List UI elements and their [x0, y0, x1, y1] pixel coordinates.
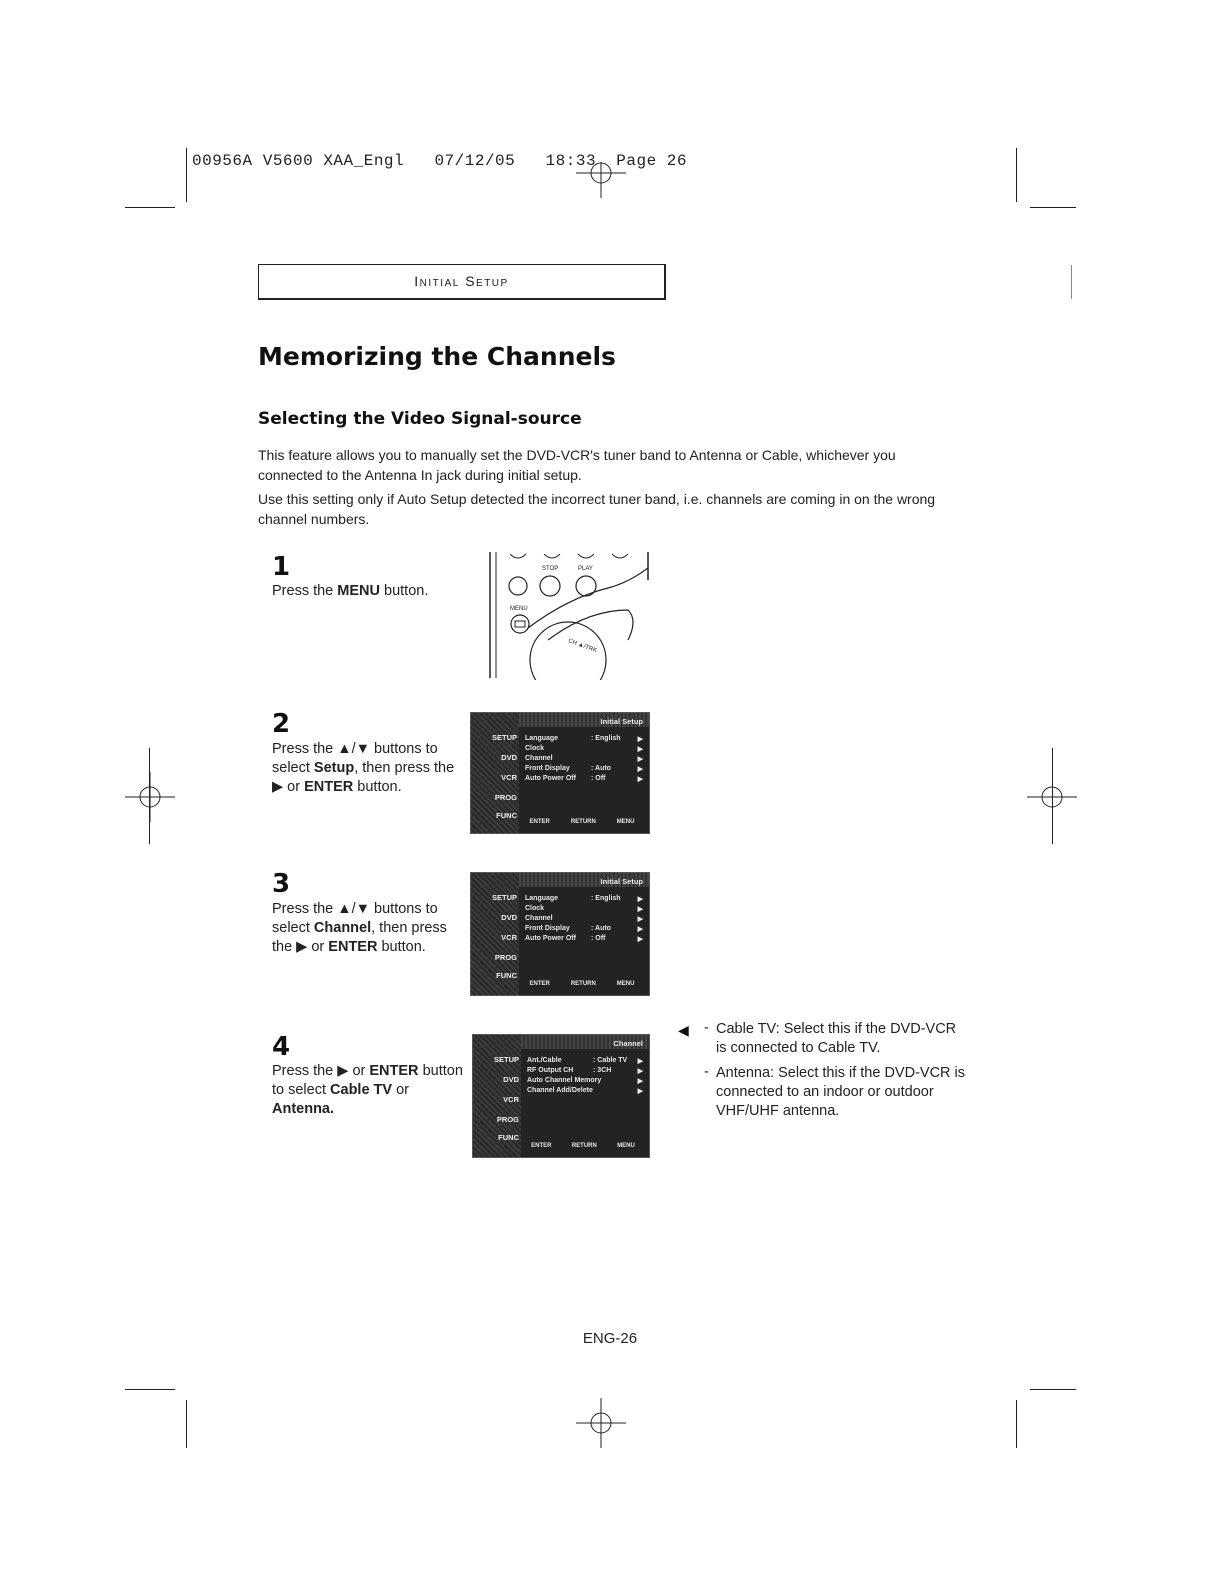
step-text: button.: [379, 583, 429, 599]
crop-mark: [1030, 1389, 1076, 1390]
osd-screen-setup: [470, 712, 650, 834]
osd-row: [527, 1087, 643, 1097]
osd-row: [527, 1067, 643, 1077]
crop-mark: [1052, 748, 1053, 844]
osd-menu-func: FUNC: [496, 971, 517, 980]
osd-row: [525, 925, 643, 935]
osd-footer: [519, 819, 645, 829]
usage-paragraph: Use this setting only if Auto Setup detected the incorrect tuner band, i.e. channels are coming in on the wrong channel numbers.: [258, 491, 936, 527]
osd-row-label: RF Output CH: [527, 1067, 574, 1074]
print-header: 00956A V5600 XAA_Engl 07/12/05 18:33 Page 26: [192, 152, 687, 170]
page-number: ENG-26: [582, 1330, 638, 1347]
osd-footer-return: RETURN: [571, 1143, 597, 1149]
osd-menu-prog: PROG: [494, 793, 517, 802]
step-bold: ENTER: [328, 939, 378, 955]
arrow-right-icon: ▶: [637, 1078, 643, 1085]
step-text: button.: [353, 779, 402, 795]
crop-mark: [125, 1389, 175, 1390]
osd-screen-channel-menu: [472, 1034, 650, 1158]
crop-mark: [125, 207, 175, 208]
step-instruction: [272, 1062, 468, 1119]
arrow-right-icon: ▶: [637, 766, 643, 773]
note-cable-tv: Cable TV: Select this if the DVD-VCR is connected to Cable TV.: [716, 1021, 957, 1056]
step-number: 1: [272, 552, 291, 582]
step-bold: ENTER: [304, 779, 354, 795]
osd-footer-menu: MENU: [616, 981, 635, 987]
osd-menu-prog: PROG: [496, 1115, 519, 1124]
page-title: Memorizing the Channels: [258, 342, 616, 371]
osd-row-value: : Off: [591, 775, 606, 782]
step-bold: Channel: [313, 920, 372, 936]
osd-menu-dvd: DVD: [501, 753, 517, 762]
arrow-right-icon: ▶: [637, 736, 643, 743]
crop-mark: [149, 748, 150, 844]
step-number: 2: [272, 709, 291, 739]
section-label: Initial Setup: [414, 273, 509, 289]
osd-sidebar: [471, 713, 519, 833]
osd-screen-channel-select: [470, 872, 650, 996]
osd-row: [527, 1077, 643, 1087]
osd-menu-dvd: DVD: [503, 1075, 519, 1084]
osd-menu-setup: SETUP: [491, 893, 517, 902]
osd-footer-enter: ENTER: [529, 819, 550, 825]
osd-row: [525, 935, 643, 945]
note-arrow-icon: ◀: [678, 1022, 689, 1038]
osd-title: Channel: [613, 1039, 643, 1048]
arrow-right-icon: ▶: [637, 926, 643, 933]
osd-menu-setup: SETUP: [493, 1055, 519, 1064]
osd-menu-vcr: VCR: [501, 773, 517, 782]
osd-row-label: Front Display: [525, 765, 570, 772]
step-text: Press the ▶ or: [272, 1063, 370, 1079]
osd-row-label: Ant./Cable: [527, 1057, 562, 1064]
step-text: or: [392, 1082, 409, 1098]
osd-footer-menu: MENU: [616, 819, 635, 825]
remote-control-illustration: [488, 550, 658, 680]
osd-row-label: Auto Power Off: [525, 775, 576, 782]
menu-label: MENU: [510, 606, 528, 612]
osd-row: [525, 765, 643, 775]
osd-row-label: Front Display: [525, 925, 570, 932]
step-instruction: [272, 740, 468, 797]
crop-mark: [186, 1400, 187, 1448]
crop-mark: [1016, 1400, 1017, 1448]
step-text: , then press the ▶ or: [272, 920, 447, 955]
osd-row: [527, 1057, 643, 1067]
crop-mark: [1016, 148, 1017, 202]
osd-title: Initial Setup: [600, 877, 643, 886]
arrow-right-icon: ▶: [637, 896, 643, 903]
step-instruction: [272, 582, 472, 601]
osd-row-value: : Auto: [591, 925, 611, 932]
osd-footer: [519, 981, 645, 991]
rewind-button-icon: [509, 577, 527, 595]
osd-footer-enter: ENTER: [531, 1143, 552, 1149]
osd-row: [525, 775, 643, 785]
osd-row-value: : Auto: [591, 765, 611, 772]
osd-row-label: Language: [525, 895, 559, 902]
osd-row: [525, 755, 643, 765]
menu-button-icon: [511, 615, 529, 633]
registration-mark: [576, 1398, 626, 1448]
osd-row: [525, 915, 643, 925]
play-label: PLAY: [578, 566, 593, 572]
note-bullet: -: [704, 1064, 709, 1080]
arrow-right-icon: ▶: [637, 756, 643, 763]
osd-row: [525, 895, 643, 905]
step-bold: Setup: [313, 760, 355, 776]
arrow-right-icon: ▶: [637, 906, 643, 913]
osd-menu-prog: PROG: [494, 953, 517, 962]
osd-footer-return: RETURN: [570, 819, 596, 825]
osd-row-value: : English: [591, 735, 621, 742]
arrow-right-icon: ▶: [637, 1058, 643, 1065]
osd-menu-vcr: VCR: [503, 1095, 519, 1104]
step-text: Press the: [272, 583, 338, 599]
osd-row-value: : English: [591, 895, 621, 902]
step-text: Press the ▲/▼ buttons to select: [272, 741, 438, 776]
crop-mark: [1030, 207, 1076, 208]
osd-row-value: : Off: [591, 935, 606, 942]
step-bold: MENU: [337, 583, 380, 599]
arrow-right-icon: ▶: [637, 936, 643, 943]
step-text: Press the ▲/▼ buttons to select: [272, 901, 438, 936]
crop-mark: [1071, 265, 1072, 299]
osd-row: [525, 745, 643, 755]
osd-footer-menu: MENU: [617, 1143, 635, 1149]
osd-row-value: : 3CH: [593, 1067, 612, 1074]
osd-footer-return: RETURN: [570, 981, 596, 987]
osd-menu-setup: SETUP: [491, 733, 517, 742]
stop-label: STOP: [542, 566, 559, 572]
arrow-right-icon: ▶: [637, 776, 643, 783]
sub-title: Selecting the Video Signal-source: [258, 409, 582, 429]
osd-row: [525, 735, 643, 745]
osd-row-label: Channel: [525, 915, 553, 922]
osd-sidebar: [473, 1035, 521, 1157]
registration-mark: [125, 772, 175, 822]
step-bold: Antenna.: [272, 1101, 335, 1117]
step-number: 4: [272, 1032, 291, 1062]
note-bullet: -: [704, 1020, 709, 1036]
osd-row-label: Auto Power Off: [525, 935, 576, 942]
osd-row-label: Channel: [525, 755, 553, 762]
stop-button-icon: [540, 576, 560, 596]
step-instruction: [272, 900, 468, 957]
osd-menu-func: FUNC: [496, 811, 517, 820]
osd-row-label: Clock: [525, 745, 545, 752]
osd-row-value: : Cable TV: [593, 1057, 628, 1064]
arrow-right-icon: ▶: [637, 1068, 643, 1075]
step-text: button to select: [272, 1063, 463, 1098]
osd-menu-dvd: DVD: [501, 913, 517, 922]
crop-mark: [186, 148, 187, 202]
osd-sidebar: [471, 873, 519, 995]
osd-row: [525, 905, 643, 915]
osd-title: Initial Setup: [600, 717, 643, 726]
step-bold: Cable TV: [330, 1082, 393, 1098]
osd-footer: [521, 1143, 645, 1153]
step-bold: ENTER: [369, 1063, 419, 1079]
intro-paragraph: This feature allows you to manually set the DVD-VCR's tuner band to Antenna or Cable, whichever you connected to the Antenna In jack during initial setup.: [258, 447, 896, 483]
osd-menu-vcr: VCR: [501, 933, 517, 942]
arrow-right-icon: ▶: [637, 1088, 643, 1095]
osd-footer-enter: ENTER: [529, 981, 550, 987]
arrow-right-icon: ▶: [637, 916, 643, 923]
osd-row-label: Auto Channel Memory: [527, 1077, 602, 1084]
step-number: 3: [272, 869, 291, 899]
step-text: , then press the ▶ or: [272, 760, 455, 795]
note-antenna: Antenna: Select this if the DVD-VCR is connected to an indoor or outdoor VHF/UHF antenna.: [716, 1065, 966, 1119]
osd-row-label: Language: [525, 735, 559, 742]
step-text: button.: [377, 939, 426, 955]
osd-row-label: Channel Add/Delete: [527, 1087, 593, 1094]
osd-row-label: Clock: [525, 905, 545, 912]
section-header: [258, 264, 666, 300]
arrow-right-icon: ▶: [637, 746, 643, 753]
osd-menu-func: FUNC: [498, 1133, 519, 1142]
ch-label: CH ▲/TRK: [567, 638, 598, 655]
